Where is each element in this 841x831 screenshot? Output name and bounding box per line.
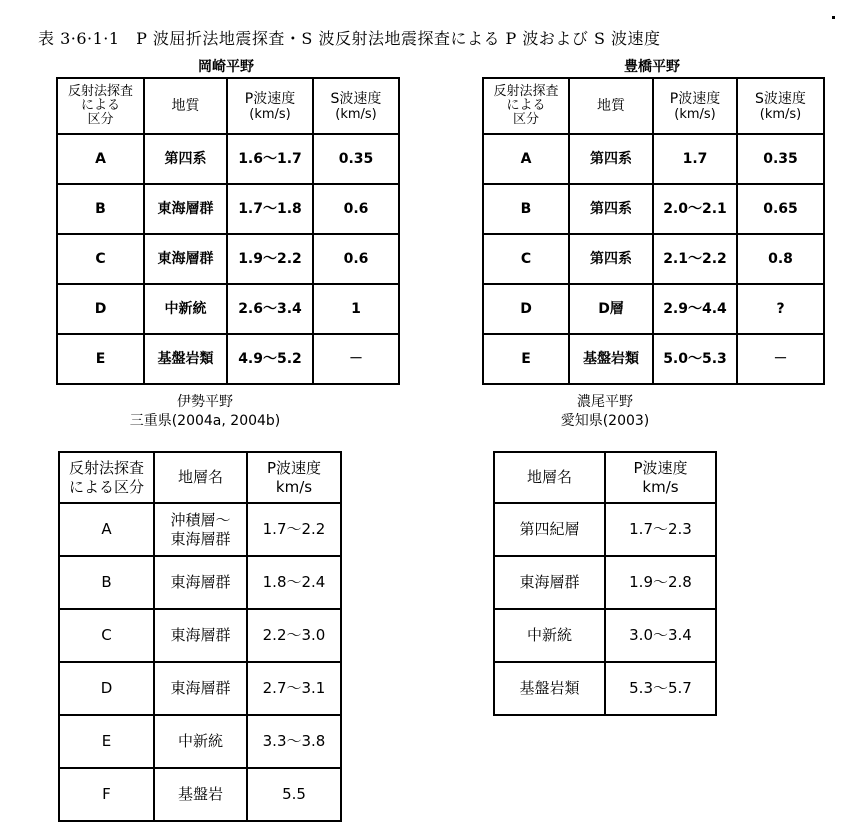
header-p-velocity: P波速度 km/s bbox=[247, 452, 341, 503]
s-velocity-cell: 0.35 bbox=[313, 134, 399, 184]
header-zone: 反射法探査 による区分 bbox=[59, 452, 154, 503]
table-row bbox=[57, 284, 399, 334]
geology-cell: 第四系 bbox=[569, 134, 653, 184]
table-row bbox=[57, 184, 399, 234]
p-velocity-cell: 5.5 bbox=[247, 768, 341, 821]
s-velocity-cell: 0.35 bbox=[737, 134, 824, 184]
header-geology: 地質 bbox=[144, 78, 227, 134]
okazaki-caption: 岡崎平野 bbox=[198, 59, 254, 75]
header-s-velocity: S波速度 (km/s) bbox=[737, 78, 824, 134]
table-row bbox=[494, 503, 716, 556]
table-header-row bbox=[483, 78, 824, 134]
layer-cell: 東海層群 bbox=[154, 609, 247, 662]
zone-cell: F bbox=[59, 768, 154, 821]
p-velocity-cell: 1.7～2.2 bbox=[247, 503, 341, 556]
p-velocity-cell: 1.6～1.7 bbox=[227, 134, 313, 184]
geology-cell: 基盤岩類 bbox=[569, 334, 653, 384]
table-row bbox=[483, 284, 824, 334]
p-velocity-cell: 2.0～2.1 bbox=[653, 184, 737, 234]
table-row bbox=[483, 234, 824, 284]
layer-cell: 基盤岩 bbox=[154, 768, 247, 821]
p-velocity-cell: 1.7～1.8 bbox=[227, 184, 313, 234]
p-velocity-cell: 3.3～3.8 bbox=[247, 715, 341, 768]
zone-cell: E bbox=[483, 334, 569, 384]
s-velocity-cell: 1 bbox=[313, 284, 399, 334]
table-row bbox=[494, 609, 716, 662]
geology-cell: D層 bbox=[569, 284, 653, 334]
layer-cell: 東海層群 bbox=[494, 556, 605, 609]
table-row bbox=[57, 134, 399, 184]
geology-cell: 第四系 bbox=[569, 184, 653, 234]
zone-cell: A bbox=[57, 134, 144, 184]
okazaki-table bbox=[56, 77, 400, 385]
geology-cell: 東海層群 bbox=[144, 234, 227, 284]
nobi-table bbox=[493, 451, 717, 716]
layer-cell: 東海層群 bbox=[154, 662, 247, 715]
table-row bbox=[59, 503, 341, 556]
zone-cell: D bbox=[483, 284, 569, 334]
header-p-velocity: P波速度 (km/s) bbox=[653, 78, 737, 134]
layer-cell: 第四紀層 bbox=[494, 503, 605, 556]
table-row bbox=[483, 334, 824, 384]
zone-cell: B bbox=[483, 184, 569, 234]
geology-cell: 第四系 bbox=[569, 234, 653, 284]
table-row bbox=[483, 134, 824, 184]
table-row bbox=[59, 768, 341, 821]
table-row bbox=[494, 556, 716, 609]
layer-cell: 基盤岩類 bbox=[494, 662, 605, 715]
header-p-velocity: P波速度 (km/s) bbox=[227, 78, 313, 134]
p-velocity-cell: 2.2～3.0 bbox=[247, 609, 341, 662]
zone-cell: B bbox=[59, 556, 154, 609]
header-zone: 反射法探査 による 区分 bbox=[57, 78, 144, 134]
p-velocity-cell: 1.7 bbox=[653, 134, 737, 184]
nobi-caption: 濃尾平野 bbox=[577, 394, 633, 410]
zone-cell: C bbox=[483, 234, 569, 284]
header-geology: 地質 bbox=[569, 78, 653, 134]
header-layer: 地層名 bbox=[494, 452, 605, 503]
table-header-row bbox=[59, 452, 341, 503]
s-velocity-cell: － bbox=[737, 334, 824, 384]
p-velocity-cell: 2.1～2.2 bbox=[653, 234, 737, 284]
header-s-velocity: S波速度 (km/s) bbox=[313, 78, 399, 134]
s-velocity-cell: ? bbox=[737, 284, 824, 334]
layer-cell: 中新統 bbox=[494, 609, 605, 662]
table-row bbox=[59, 662, 341, 715]
p-velocity-cell: 2.6～3.4 bbox=[227, 284, 313, 334]
s-velocity-cell: 0.6 bbox=[313, 184, 399, 234]
p-velocity-cell: 3.0～3.4 bbox=[605, 609, 716, 662]
s-velocity-cell: 0.6 bbox=[313, 234, 399, 284]
p-velocity-cell: 1.8～2.4 bbox=[247, 556, 341, 609]
table-row bbox=[57, 334, 399, 384]
table-header-row bbox=[57, 78, 399, 134]
p-velocity-cell: 2.9～4.4 bbox=[653, 284, 737, 334]
geology-cell: 中新統 bbox=[144, 284, 227, 334]
layer-cell: 中新統 bbox=[154, 715, 247, 768]
table-row bbox=[483, 184, 824, 234]
zone-cell: E bbox=[57, 334, 144, 384]
p-velocity-cell: 1.9～2.2 bbox=[227, 234, 313, 284]
page-title: 表 3·6·1·1 P 波屈折法地震探査・S 波反射法地震探査による P 波および S 波速度 bbox=[38, 29, 661, 48]
nobi-source: 愛知県(2003) bbox=[560, 413, 650, 429]
s-velocity-cell: 0.8 bbox=[737, 234, 824, 284]
toyohashi-table bbox=[482, 77, 825, 385]
header-p-velocity: P波速度 km/s bbox=[605, 452, 716, 503]
corner-mark bbox=[832, 16, 835, 19]
zone-cell: D bbox=[59, 662, 154, 715]
geology-cell: 基盤岩類 bbox=[144, 334, 227, 384]
zone-cell: C bbox=[57, 234, 144, 284]
table-row bbox=[59, 715, 341, 768]
header-layer: 地層名 bbox=[154, 452, 247, 503]
layer-cell: 沖積層～ 東海層群 bbox=[154, 503, 247, 556]
zone-cell: C bbox=[59, 609, 154, 662]
layer-cell: 東海層群 bbox=[154, 556, 247, 609]
table-row bbox=[57, 234, 399, 284]
p-velocity-cell: 4.9～5.2 bbox=[227, 334, 313, 384]
toyohashi-caption: 豊橋平野 bbox=[624, 59, 680, 75]
zone-cell: A bbox=[59, 503, 154, 556]
table-row bbox=[494, 662, 716, 715]
table-row bbox=[59, 609, 341, 662]
s-velocity-cell: － bbox=[313, 334, 399, 384]
geology-cell: 東海層群 bbox=[144, 184, 227, 234]
ise-source: 三重県(2004a, 2004b) bbox=[129, 413, 281, 429]
geology-cell: 第四系 bbox=[144, 134, 227, 184]
ise-table bbox=[58, 451, 342, 822]
p-velocity-cell: 5.0～5.3 bbox=[653, 334, 737, 384]
zone-cell: E bbox=[59, 715, 154, 768]
p-velocity-cell: 1.9～2.8 bbox=[605, 556, 716, 609]
table-header-row bbox=[494, 452, 716, 503]
table-row bbox=[59, 556, 341, 609]
p-velocity-cell: 5.3～5.7 bbox=[605, 662, 716, 715]
zone-cell: A bbox=[483, 134, 569, 184]
zone-cell: D bbox=[57, 284, 144, 334]
zone-cell: B bbox=[57, 184, 144, 234]
p-velocity-cell: 1.7～2.3 bbox=[605, 503, 716, 556]
s-velocity-cell: 0.65 bbox=[737, 184, 824, 234]
ise-caption: 伊勢平野 bbox=[177, 394, 233, 410]
p-velocity-cell: 2.7～3.1 bbox=[247, 662, 341, 715]
header-zone: 反射法探査 による 区分 bbox=[483, 78, 569, 134]
